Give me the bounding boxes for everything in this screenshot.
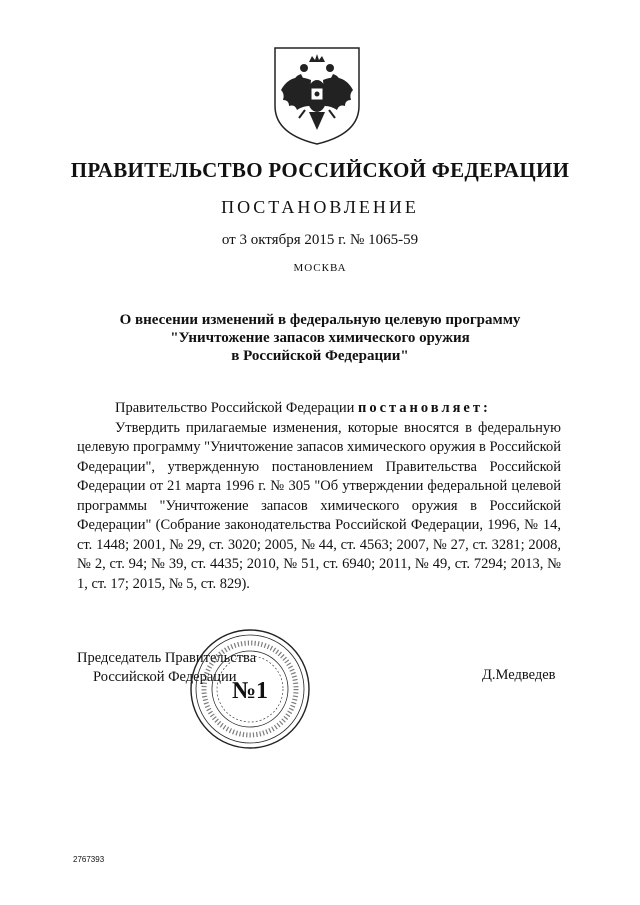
document-type: ПОСТАНОВЛЕНИЕ	[221, 197, 419, 217]
main-paragraph: Утвердить прилагаемые изменения, которые вносятся в федеральную целевую программу "Уничтожение запасов химического оружия в Российской Федерации", утвержденную постановлением Правительства Российской Федерации от 21 марта 1996 г. № 305 "Об утверждении федеральной целевой программы "Уничтожение запасов химического оружия в Российской Федерации" (Собрание законодательства Российской Федерации, 1996, № 14, ст. 1448; 2001, № 29, ст. 3020; 2005, № 44, ст. 4563; 2007, № 27, ст. 3281; 2008, № 2, ст. 94; № 39, ст. 4435; 2010, № 51, ст. 6940; 2011, № 49, ст. 7294; 2013, № 1, ст. 17; 2015, № 5, ст. 829).	[77, 419, 561, 592]
intro-line	[77, 399, 561, 419]
document-date-number: от 3 октября 2015 г. № 1065-59	[221, 232, 419, 248]
document-body	[77, 399, 561, 594]
signatory-title-line-2: Российской Федерации	[93, 669, 237, 685]
signatory-name: Д.Медведев	[482, 667, 556, 683]
seal-number: №1	[231, 678, 269, 704]
decree-verb: постановляет:	[357, 400, 491, 416]
official-seal-stamp	[188, 627, 312, 751]
coat-of-arms-emblem	[271, 44, 363, 148]
city-label: МОСКВА	[293, 262, 347, 274]
government-title: ПРАВИТЕЛЬСТВО РОССИЙСКОЙ ФЕДЕРАЦИИ	[70, 158, 570, 182]
heading-line-3: в Российской Федерации"	[231, 348, 409, 364]
document-heading	[60, 311, 580, 365]
document-registration-number: 2767393	[73, 855, 105, 864]
heading-line-2: "Уничтожение запасов химического оружия	[170, 330, 470, 346]
heading-line-1: О внесении изменений в федеральную целевую программу	[119, 312, 521, 328]
signatory-title-line-1: Председатель Правительства	[77, 650, 257, 666]
intro-lead: Правительство Российской Федерации	[115, 400, 355, 416]
